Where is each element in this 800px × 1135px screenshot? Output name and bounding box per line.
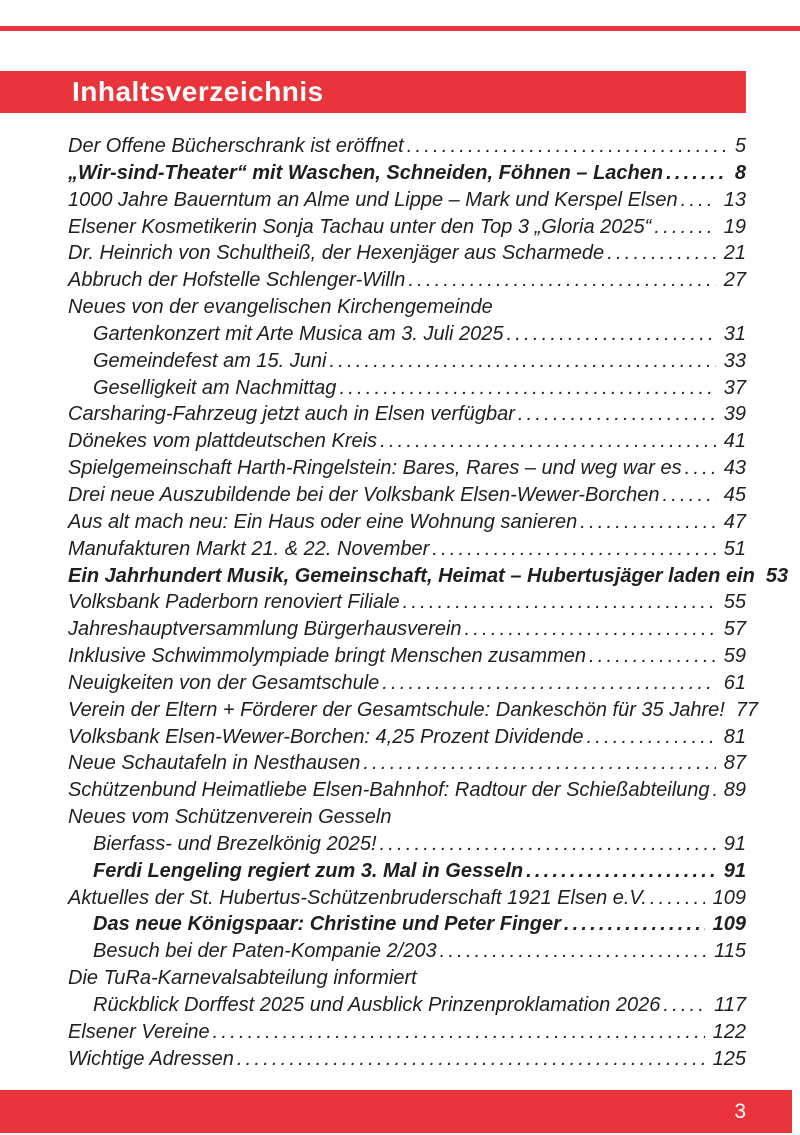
toc-entry-title: Spielgemeinschaft Harth-Ringelstein: Bares, Rares – und weg war es [68,457,682,480]
toc-entry-title: Bierfass- und Brezelkönig 2025! [93,832,377,855]
toc-entry-page: 45 [723,483,746,506]
toc-entry-title: Aktuelles der St. Hubertus-Schützenbruderschaft 1921 Elsen e.V. [68,886,647,909]
toc-entry-page: 31 [723,322,746,345]
toc-entry-title: Neue Schautafeln in Nesthausen [68,752,361,775]
toc-entry [68,965,746,992]
toc-dot-leader [237,1046,705,1073]
toc-entry [68,724,746,751]
toc-entry-title: Elsener Kosmetikerin Sonja Tachau unter den Top 3 „Gloria 2025“ [68,215,652,238]
toc-entry-page: 91 [723,859,746,882]
toc-entry-title: Besuch bei der Paten-Kompanie 2/203 [93,940,437,963]
toc-dot-leader [589,643,716,670]
toc-entry-page: 57 [723,618,746,641]
toc-entry [68,643,746,670]
toc-dot-leader [432,536,715,563]
toc-entry-title: Neues vom Schützenverein Gesseln [68,806,392,829]
toc-dot-leader [213,1019,705,1046]
toc-entry [68,375,746,402]
toc-entry-title: Rückblick Dorffest 2025 und Ausblick Prinzenproklamation 2026 [93,994,661,1016]
toc-entry-page: 59 [723,645,746,668]
toc-entry-title: Der Offene Bücherschrank ist eröffnet [68,135,404,157]
toc-entry-title: Aus alt mach neu: Ein Haus oder eine Wohnung sanieren [68,510,578,533]
toc-entry-page: 8 [734,161,746,184]
toc-dot-leader [654,214,715,241]
toc-dot-leader [650,885,705,912]
toc-entry [68,911,746,938]
toc-entry-title: Carsharing-Fahrzeug jetzt auch in Elsen verfügbar [68,403,515,426]
toc-dot-leader [380,831,716,858]
toc-entry-page: 5 [734,135,746,157]
toc-entry [68,401,746,428]
toc-dot-leader [518,401,716,428]
toc-entry-title: Neuigkeiten von der Gesamtschule [68,671,380,694]
toc-entry-title: Neues von der evangelischen Kirchengemeinde [68,296,493,319]
toc-dot-leader [363,750,715,777]
toc-entry [68,133,746,160]
toc-dot-leader [507,321,716,348]
toc-entry-page: 55 [723,591,746,614]
toc-entry-page: 122 [712,1020,746,1043]
toc-dot-leader [607,240,716,267]
footer-page-number: 3 [734,1100,746,1123]
toc-entry-title: Drei neue Auszubildende bei der Volksbank Elsen-Wewer-Borchen [68,483,660,506]
toc-entry-title: Volksbank Paderborn renoviert Filiale [68,591,400,614]
toc-dot-leader [564,911,705,938]
toc-dot-leader [713,777,716,804]
toc-entry [68,697,759,724]
toc-entry-title: Schützenbund Heimatliebe Elsen-Bahnhof: Radtour der Schießabteilung [68,779,710,802]
toc-entry-page: 61 [723,671,746,694]
toc-entry-page: 37 [723,376,746,399]
toc-entry-page: 53 [765,564,789,587]
toc-entry [68,858,746,885]
toc-entry [68,992,746,1019]
table-of-contents [68,133,789,1073]
toc-entry-title: Geselligkeit am Nachmittag [93,376,337,399]
toc-entry-page: 39 [723,403,746,426]
toc-entry-title: Gartenkonzert mit Arte Musica am 3. Juli 2025 [93,322,504,345]
toc-entry-page: 89 [723,779,746,802]
toc-entry-page: 41 [723,430,746,453]
top-rule-divider [0,26,800,31]
toc-dot-leader [440,938,707,965]
toc-entry-page: 27 [723,269,746,292]
toc-entry [68,294,746,321]
toc-entry [68,616,746,643]
toc-entry-page: 43 [723,457,746,480]
toc-entry-title: Wichtige Adressen [68,1047,234,1070]
toc-entry [68,831,746,858]
toc-entry [68,563,789,590]
toc-entry-title: Volksbank Elsen-Wewer-Borchen: 4,25 Prozent Dividende [68,725,584,748]
page-title: Inhaltsverzeichnis [72,76,324,107]
toc-dot-leader [526,858,716,885]
toc-entry-title: Ein Jahrhundert Musik, Gemeinschaft, Heimat – Hubertusjäger laden ein [68,564,755,587]
toc-entry-title: Gemeindefest am 15. Juni [93,349,327,372]
section-header-bar [0,71,746,113]
toc-entry-page: 109 [712,886,746,909]
toc-entry [68,267,746,294]
toc-entry [68,428,746,455]
toc-entry [68,589,746,616]
toc-entry [68,348,746,375]
toc-dot-leader [408,267,715,294]
toc-entry-page: 125 [712,1047,746,1070]
toc-entry [68,804,746,831]
toc-entry-title: „Wir-sind-Theater“ mit Waschen, Schneiden, Föhnen – Lachen [68,161,664,184]
toc-entry-page: 109 [712,913,746,936]
toc-dot-leader [685,455,716,482]
toc-entry-page: 77 [735,698,759,721]
toc-entry [68,160,746,187]
toc-dot-leader [403,589,716,616]
toc-dot-leader [586,724,715,751]
toc-entry-title: Jahreshauptversammlung Bürgerhausverein [68,618,462,641]
toc-entry [68,1046,746,1073]
toc-entry-page: 33 [723,349,746,372]
toc-entry-page: 87 [723,752,746,775]
toc-entry [68,214,746,241]
toc-dot-leader [681,187,716,214]
toc-entry [68,455,746,482]
toc-dot-leader [662,482,715,509]
toc-entry-title: Inklusive Schwimmolympiade bringt Menschen zusammen [68,645,586,668]
toc-entry [68,885,746,912]
toc-dot-leader [329,348,715,375]
toc-entry [68,938,746,965]
toc-entry-page: 19 [723,215,746,238]
toc-entry-title: Die TuRa-Karnevalsabteilung informiert [68,967,417,990]
toc-entry-title: Manufakturen Markt 21. & 22. November [68,537,430,560]
toc-dot-leader [339,375,715,402]
toc-entry-page: 117 [714,994,746,1016]
toc-entry [68,187,746,214]
toc-entry-title: Ferdi Lengeling regiert zum 3. Mal in Gesseln [93,859,524,882]
toc-entry [68,536,746,563]
toc-entry-page: 81 [723,725,746,748]
toc-dot-leader [580,509,716,536]
toc-entry-title: Das neue Königspaar: Christine und Peter Finger [93,913,561,936]
toc-entry-page: 21 [723,242,746,265]
toc-entry [68,750,746,777]
toc-entry-page: 13 [723,188,746,211]
toc-entry-page: 51 [723,537,746,560]
toc-entry [68,1019,746,1046]
toc-entry-page: 91 [723,832,746,855]
toc-dot-leader [380,428,716,455]
toc-entry [68,240,746,267]
toc-entry-page: 47 [723,510,746,533]
toc-dot-leader [666,160,727,187]
toc-dot-leader [465,616,716,643]
toc-entry-title: Dr. Heinrich von Schultheiß, der Hexenjäger aus Scharmede [68,242,605,265]
toc-entry-title: Abbruch der Hofstelle Schlenger-Willn [68,269,406,292]
toc-dot-leader [382,670,715,697]
toc-entry [68,670,746,697]
toc-entry-title: Verein der Eltern + Förderer der Gesamtschule: Dankeschön für 35 Jahre! [68,698,725,721]
toc-entry-title: Elsener Vereine [68,1020,210,1043]
toc-entry-title: Dönekes vom plattdeutschen Kreis [68,430,378,453]
toc-entry [68,777,746,804]
toc-entry [68,321,746,348]
toc-dot-leader [407,133,727,160]
toc-entry-page: 115 [714,940,746,963]
toc-entry [68,482,746,509]
toc-dot-leader [663,992,706,1019]
toc-entry [68,509,746,536]
footer-bar [0,1090,792,1133]
toc-entry-title: 1000 Jahre Bauerntum an Alme und Lippe – Mark und Kerspel Elsen [68,188,678,211]
